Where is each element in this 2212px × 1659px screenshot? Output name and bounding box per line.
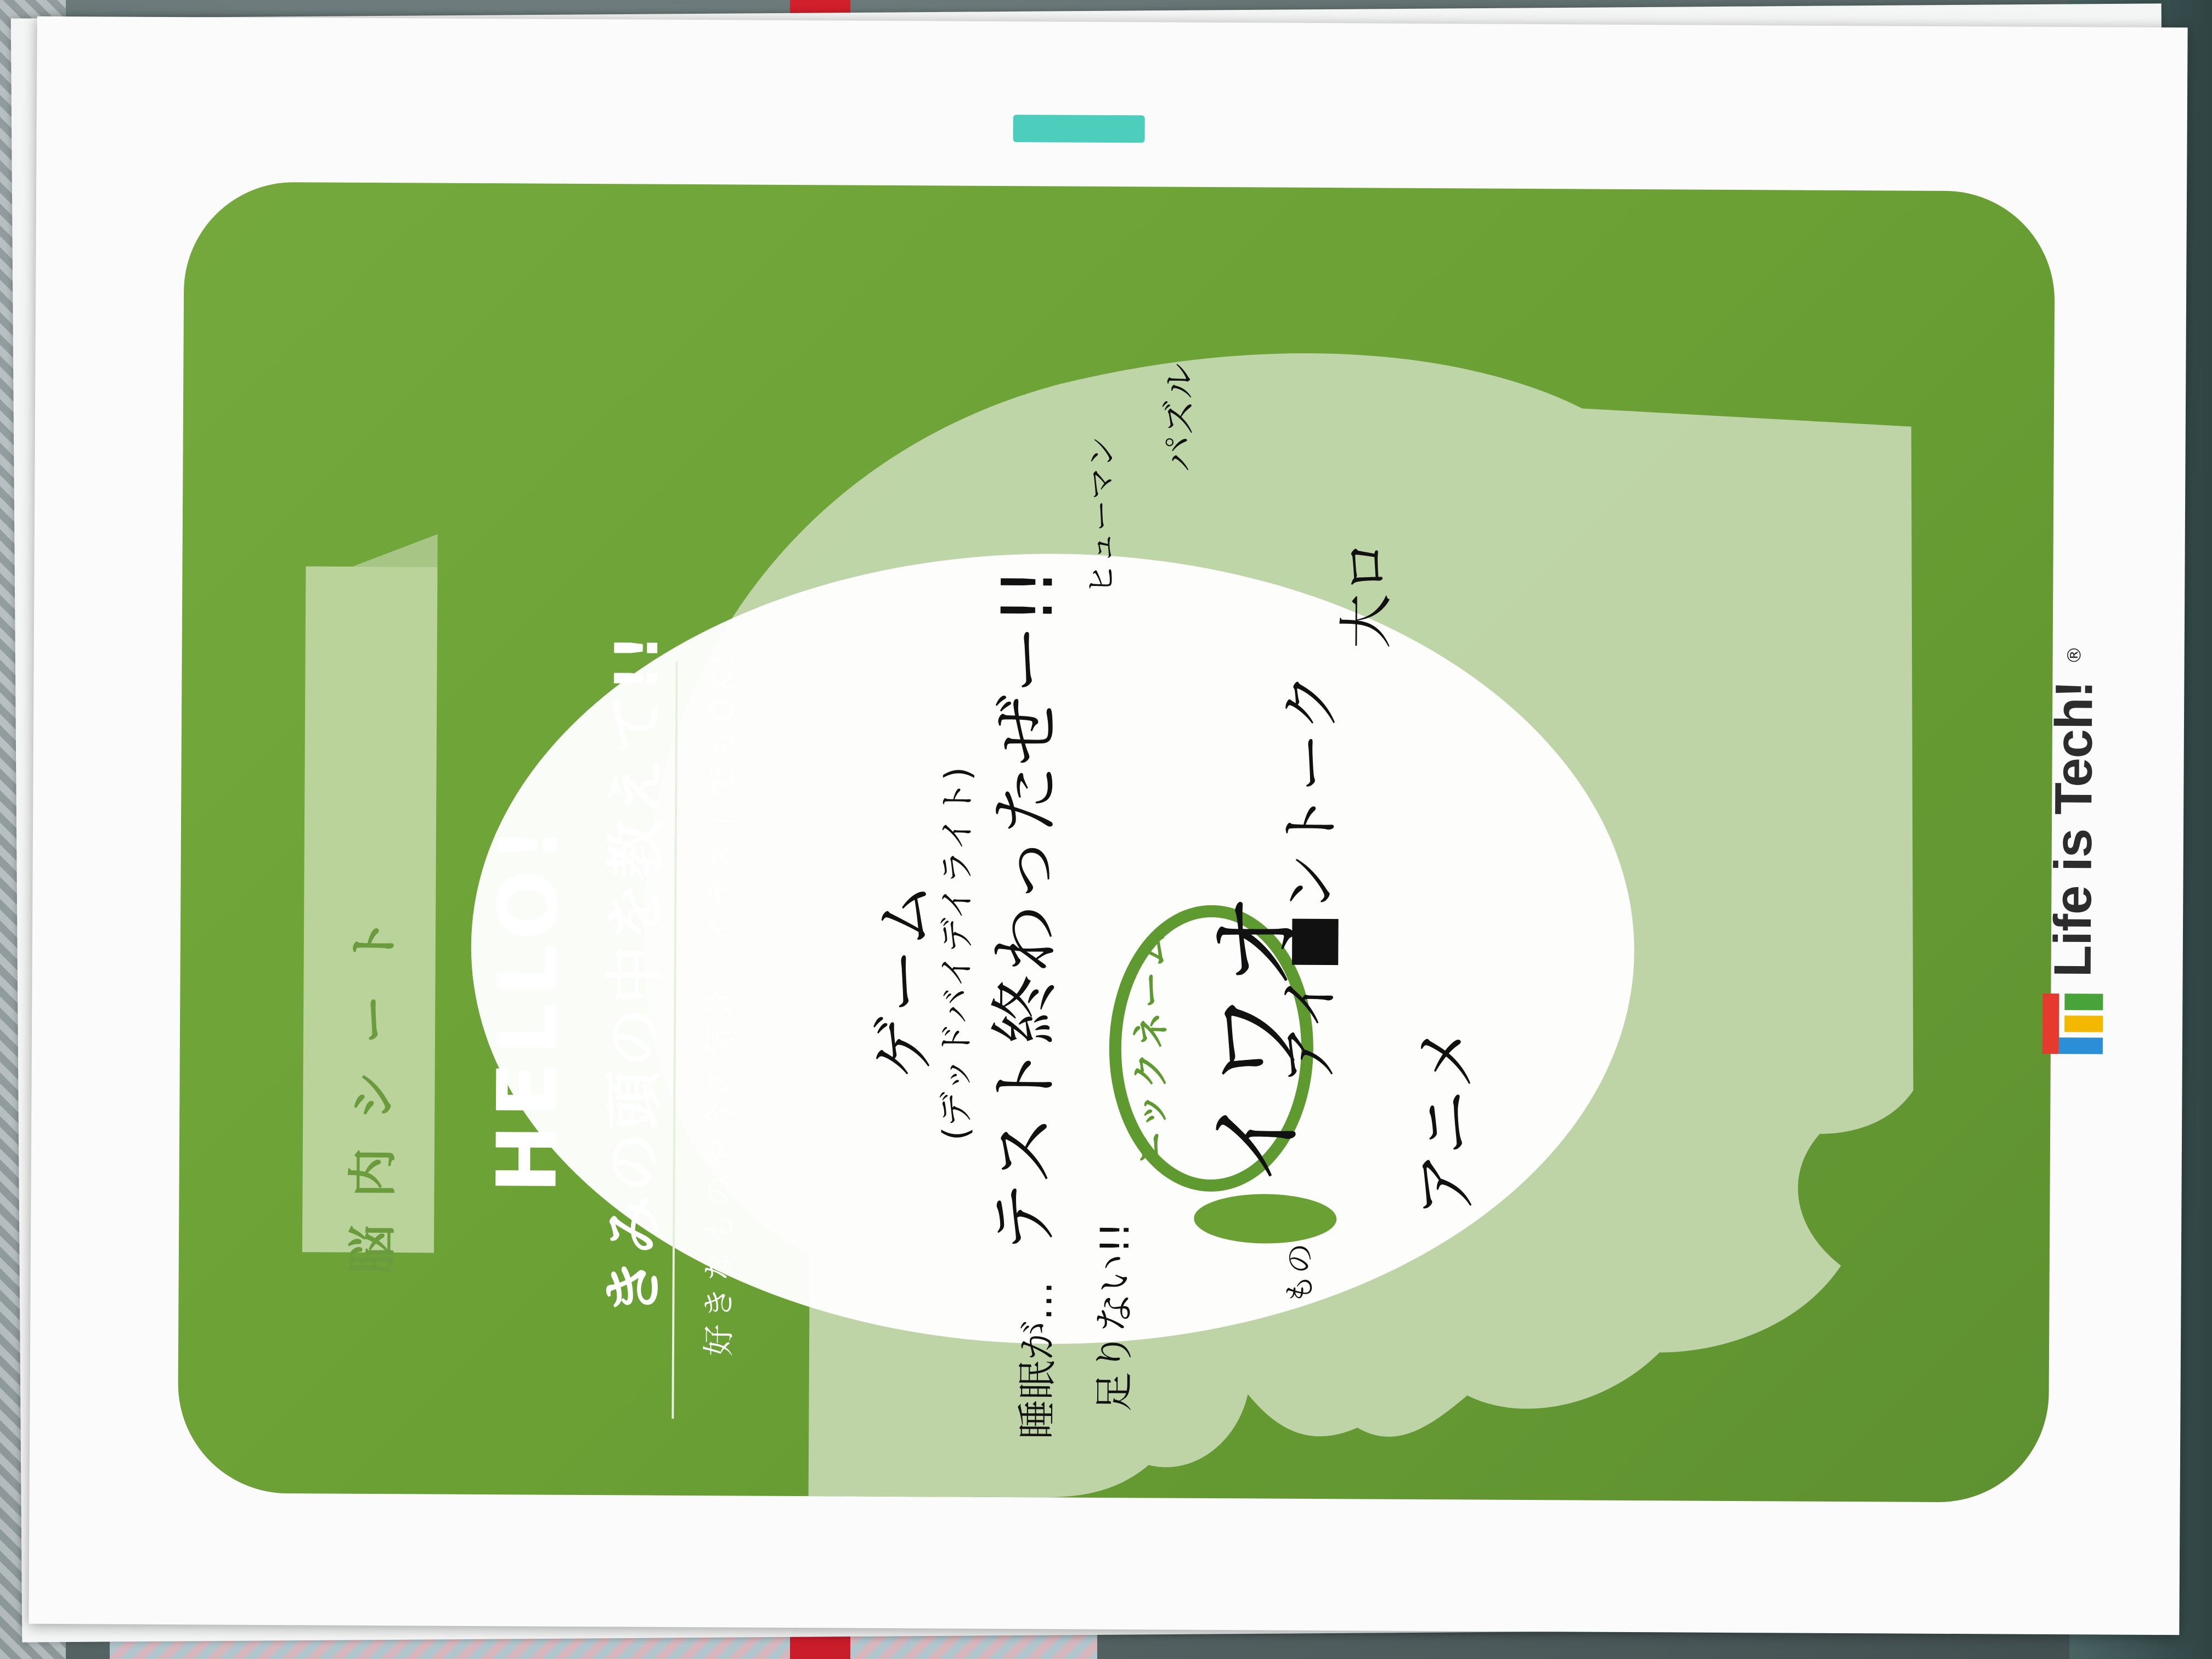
- note-mono: もの: [1282, 1243, 1319, 1305]
- logo-text: Life is Tech!: [2043, 680, 2104, 978]
- note-anime: アニメ: [1408, 1023, 1486, 1218]
- note-talk: アイ■ントーク: [1274, 672, 1347, 1086]
- ribbon-label: 脳内シート: [343, 890, 404, 1275]
- hello-hint: 好きなものや今の気分、イラストでもOK!: [699, 647, 741, 1357]
- lifeistech-logo-icon: [2042, 994, 2103, 1054]
- note-notenough: 足りない!!: [1091, 1221, 1138, 1412]
- nickname-label: ニックネーム: [1129, 927, 1174, 1169]
- note-sleep: 睡眠が…: [1014, 1281, 1061, 1440]
- logo-trademark: ®: [2063, 646, 2086, 665]
- note-game: ゲーム: [866, 882, 944, 1080]
- green-card: [178, 182, 2055, 1503]
- tape-piece: [1013, 115, 1145, 143]
- note-human: ヒューマン: [1082, 436, 1121, 596]
- hello-subtitle: きみの頭の中を教えて!!: [599, 630, 672, 1318]
- lifeistech-logo: [2042, 646, 2105, 1054]
- note-dbd: (デッドバイデイライト): [935, 766, 979, 1141]
- ribbon-notch-left: [306, 533, 437, 567]
- note-puzzle: パズル: [1158, 363, 1201, 472]
- nickname-value: イワオ: [1200, 891, 1317, 1189]
- note-test: テスト終わったぜー!!: [983, 567, 1069, 1253]
- hello-title: HELLO!: [479, 819, 578, 1194]
- paper-sheet: [29, 16, 2187, 1635]
- note-daiguchi: 大ロ: [1334, 539, 1399, 649]
